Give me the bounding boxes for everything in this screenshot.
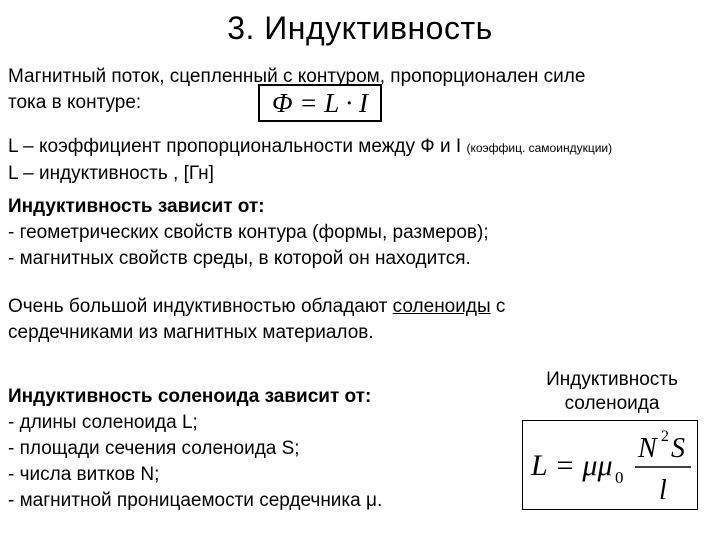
solenoid-depends-heading: Индуктивность соленоида зависит от: <box>8 386 372 407</box>
solenoids-term: соленоиды <box>392 296 491 317</box>
solenoid-depends-item: - числа витков N; <box>8 464 160 485</box>
formula-numerator-tail: S <box>671 433 685 464</box>
solenoids-line-1-start: Очень большой индуктивностью обладают <box>8 296 393 317</box>
definition-coefficient-note: (коэффиц. самоиндукции) <box>466 141 613 155</box>
solenoid-formula-label-line-1: Индуктивность <box>546 369 678 390</box>
depends-block <box>8 194 489 272</box>
solenoids-line-1 <box>8 294 505 320</box>
formula-numerator: N <box>638 433 657 464</box>
intro-line-1: Магнитный поток, сцепленный с контуром, пропорционален силе <box>8 66 586 87</box>
depends-item: - магнитных свойств среды, в которой он находится. <box>8 248 471 269</box>
depends-heading: Индуктивность зависит от: <box>8 196 265 217</box>
solenoids-line-1-end: с <box>490 296 506 317</box>
slide-title: 3. Индуктивность <box>227 10 493 46</box>
definition-coefficient <box>8 134 612 161</box>
solenoid-depends-item: - площади сечения соленоида S; <box>8 438 300 459</box>
solenoids-paragraph <box>8 294 505 346</box>
solenoids-line-2: сердечниками из магнитных материалов. <box>8 322 374 343</box>
formula-numerator-sup: 2 <box>661 428 669 445</box>
definition-coefficient-text: L – коэффициент пропорциональности между Ф и I <box>8 136 462 157</box>
solenoid-depends-item: - магнитной проницаемости сердечника μ. <box>8 490 383 511</box>
solenoid-depends-block <box>8 384 382 514</box>
solenoid-formula-label <box>512 368 712 416</box>
definitions <box>8 134 612 187</box>
formula-denominator: l <box>659 475 667 506</box>
solenoid-formula <box>522 420 698 510</box>
solenoid-formula-label-line-2: соленоида <box>564 393 660 414</box>
solenoid-depends-item: - длины соленоида L; <box>8 412 198 433</box>
formula-lhs: L = μμ <box>531 449 613 482</box>
solenoid-formula-svg <box>523 421 696 508</box>
flux-formula: Φ = L · I <box>258 84 382 122</box>
definition-inductance: L – индуктивность , [Гн] <box>8 163 214 184</box>
depends-item: - геометрических свойств контура (формы, размеров); <box>8 222 489 243</box>
intro-line-2: тока в контуре: <box>8 92 142 113</box>
formula-subscript: 0 <box>615 468 624 487</box>
